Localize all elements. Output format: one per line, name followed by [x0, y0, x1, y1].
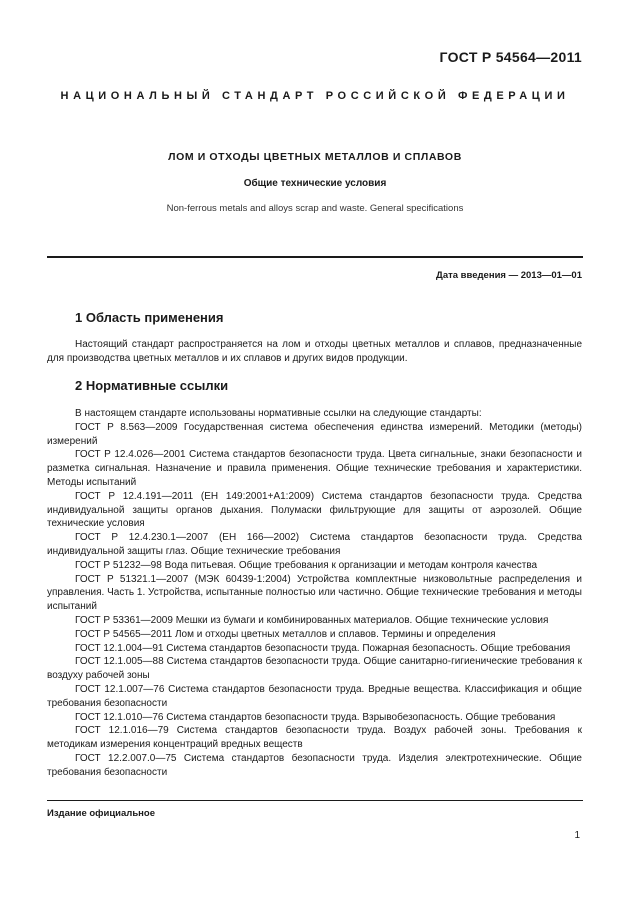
section-2-intro: В настоящем стандарте использованы нормативные ссылки на следующие стандарты: [75, 408, 482, 419]
page-number: 1 [574, 830, 580, 841]
section-1-heading: 1 Область применения [75, 310, 224, 325]
reference-item: ГОСТ Р 8.563—2009 Государственная система обеспечения единства измерений. Методики (методы) измерений [47, 421, 582, 447]
gost-code: ГОСТ Р 54564—2011 [439, 49, 582, 65]
reference-item: ГОСТ Р 54565—2011 Лом и отходы цветных металлов и сплавов. Термины и определения [75, 628, 496, 640]
document-title: ЛОМ И ОТХОДЫ ЦВЕТНЫХ МЕТАЛЛОВ И СПЛАВОВ [168, 151, 462, 163]
header-divider [47, 256, 583, 258]
reference-item: ГОСТ Р 51232—98 Вода питьевая. Общие требования к организации и методам контроля качества [75, 559, 538, 571]
introduction-date: Дата введения — 2013—01—01 [436, 270, 582, 281]
reference-item: ГОСТ 12.1.004—91 Система стандартов безопасности труда. Пожарная безопасность. Общие требования [75, 642, 571, 654]
reference-item: ГОСТ 12.1.016—79 Система стандартов безопасности труда. Воздух рабочей зоны. Требования к методикам измерения концентраций вредных веществ [47, 725, 582, 751]
reference-item: ГОСТ Р 12.4.026—2001 Система стандартов безопасности труда. Цвета сигнальные, знаки безопасности и разметка сигнальная. Назначение и правила применения. Общие технические требования и характеристики. Методы испытаний [47, 449, 582, 488]
section-1-text: Настоящий стандарт распространяется на лом и отходы цветных металлов и сплавов, предназначенные для производства цветных металлов и их сплавов и других видов продукции. [47, 339, 582, 364]
reference-item: ГОСТ Р 12.4.191—2011 (ЕН 149:2001+А1:2009) Система стандартов безопасности труда. Средства индивидуальной защиты органов дыхания. Полумаски фильтрующие для защиты от аэрозолей. Общие технические условия [47, 490, 582, 530]
reference-item: ГОСТ 12.1.005—88 Система стандартов безопасности труда. Общие санитарно-гигиенические требования к воздуху рабочей зоны [47, 656, 582, 682]
english-title: Non-ferrous metals and alloys scrap and waste. General specifications [166, 203, 464, 214]
section-2-body [47, 407, 582, 780]
official-edition-label: Издание официальное [47, 808, 155, 819]
national-standard-banner: НАЦИОНАЛЬНЫЙ СТАНДАРТ РОССИЙСКОЙ ФЕДЕРАЦИИ [60, 90, 570, 102]
reference-item: ГОСТ Р 12.4.230.1—2007 (ЕН 166—2002) Система стандартов безопасности труда. Средства индивидуальной защиты глаз. Общие технические требования [47, 532, 582, 557]
reference-item: ГОСТ 12.2.007.0—75 Система стандартов безопасности труда. Изделия электротехнические. Общие требования безопасности [47, 752, 582, 778]
reference-item: ГОСТ 12.1.007—76 Система стандартов безопасности труда. Вредные вещества. Классификация и общие требования безопасности [47, 683, 582, 709]
section-1-body [47, 338, 582, 366]
reference-item: ГОСТ Р 51321.1—2007 (МЭК 60439-1:2004) Устройства комплектные низковольтные распределения и управления. Часть 1. Устройства, испытанные полностью или частично. Общие технические требования и методы испытаний [47, 573, 582, 613]
section-2-heading: 2 Нормативные ссылки [75, 378, 229, 393]
reference-item: ГОСТ Р 53361—2009 Мешки из бумаги и комбинированных материалов. Общие технические условия [75, 614, 549, 626]
document-subtitle: Общие технические условия [243, 178, 387, 189]
reference-item: ГОСТ 12.1.010—76 Система стандартов безопасности труда. Взрывобезопасность. Общие требования [75, 711, 556, 723]
footer-divider [47, 800, 583, 801]
